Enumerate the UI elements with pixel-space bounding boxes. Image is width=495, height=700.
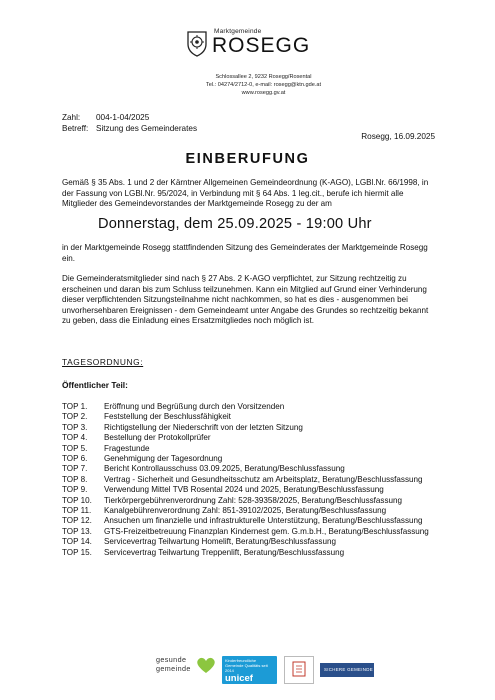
agenda-item [62,464,442,474]
gesunde-gemeinde-logo [156,656,214,690]
heart-icon [196,656,216,674]
agenda-item-number: TOP 1. [62,402,88,411]
brand-small-label: Marktgemeinde [214,28,262,35]
location-paragraph: in der Marktgemeinde Rosegg stattfindenden Sitzung des Gemeinderates der Marktgemeinde Rosegg ein. [62,243,428,263]
agenda-item [62,485,442,495]
emblem-badge [284,656,314,684]
gemeinde-word: gemeinde [156,663,191,673]
agenda-item-number: TOP 7. [62,464,88,474]
agenda-item [62,506,442,516]
agenda-item [62,475,442,485]
agenda-item-text: Bestellung der Protokollprüfer [104,433,211,443]
zahl-label: Zahl: [62,113,81,122]
agenda-item-number: TOP 2. [62,412,88,422]
address-block [0,73,495,98]
agenda-item-text: Eröffnung und Begrüßung durch den Vorsitzenden [104,402,285,411]
agenda-item-number: TOP 10. [62,495,92,505]
agenda-heading: TAGESORDNUNG: [62,357,144,367]
betreff-label: Betreff: [62,124,89,133]
website-line: www.rosegg.gv.at [241,90,286,97]
agenda-item [62,527,442,537]
agenda-item [62,548,442,558]
public-part-heading: Öffentlicher Teil: [62,380,128,390]
agenda-item-text: Tierkörpergebührenverordnung Zahl: 528-39358/2025, Beratung/Beschlussfassung [104,495,403,505]
agenda-item-number: TOP 13. [62,526,92,536]
agenda-item [62,516,442,526]
zahl-value: 004-1-04/2025 [96,113,150,122]
reference-block [62,112,197,134]
agenda-item [62,412,442,422]
address-line: Schlossallee 2, 9232 Rosegg/Rosental [215,74,312,80]
agenda-item-text: Genehmigung der Tagesordnung [104,454,223,464]
agenda-item-text: Fragestunde [104,443,150,453]
betreff-value: Sitzung des Gemeinderates [96,124,198,133]
agenda-item-text: Servicevertrag Teilwartung Homelift, Beratung/Beschlussfassung [104,537,336,547]
agenda-item [62,444,442,454]
agenda-item [62,496,442,506]
agenda-item [62,402,442,412]
sichere-gemeinde-badge [320,663,374,677]
agenda-item-text: Vertrag - Sicherheit und Gesundheitsschutz am Arbeitsplatz, Beratung/Beschlussfassung [104,474,423,484]
agenda-item-text: Bericht Kontrollausschuss 03.09.2025, Beratung/Beschlussfassung [104,464,345,474]
brand-name: ROSEGG [212,34,311,57]
agenda-item-text: Richtigstellung der Niederschrift von der letzten Sitzung [104,422,303,432]
unicef-badge [222,656,277,684]
agenda-item-number: TOP 15. [62,547,92,557]
agenda-item [62,423,442,433]
agenda-item-number: TOP 6. [62,454,88,464]
agenda-item-text: Ansuchen um finanzielle und infrastrukturelle Unterstützung, Beratung/Beschlussfassung [104,516,423,526]
unicef-wordmark: unicef [225,673,253,684]
contact-line: Tel.: 04274/2712-0, e-mail: rosegg@ktn.gde.at [205,82,322,89]
unicef-subtitle: Kinderfreundliche Gemeinde Qualitäts seit 2014 [225,658,268,673]
agenda-list [62,402,442,558]
agenda-item-text: Verwendung Mittel TVB Rosental 2024 und 2025, Beratung/Beschlussfassung [104,485,384,495]
agenda-item-number: TOP 11. [62,506,92,516]
agenda-item-text: Servicevertrag Teilwartung Treppenlift, Beratung/Beschlussfassung [104,547,345,557]
agenda-item [62,454,442,464]
meeting-datetime: Donnerstag, dem 25.09.2025 - 19:00 Uhr [98,216,372,232]
emblem-icon [285,657,313,683]
agenda-item-number: TOP 4. [62,433,88,443]
agenda-item-number: TOP 14. [62,537,92,547]
agenda-item-text: Kanalgebührenverordnung Zahl: 851-39102/2025, Beratung/Beschlussfassung [104,506,387,516]
sichere-gemeinde-label: SICHERE GEMEINDE [324,667,373,672]
agenda-item-text: GTS-Freizeitbetreuung Finanzplan Kindernest gem. G.m.b.H., Beratung/Beschlussfassung [104,526,429,536]
agenda-item-number: TOP 9. [62,485,88,495]
intro-paragraph: Gemäß § 35 Abs. 1 und 2 der Kärntner Allgemeinen Gemeindeordnung (K-AGO), LGBl.Nr. 66/1998, in der Fassung von LGBl.Nr. 95/2024, in Verbindung mit § 64 Abs. 1 leg.cit., berufe ich hiermit alle Mitglieder des Gemeindevorstandes der Marktgemeinde Rosegg zu der am [62,178,429,209]
agenda-item [62,433,442,443]
document-title: EINBERUFUNG [185,151,310,167]
agenda-item-number: TOP 5. [62,443,88,453]
agenda-item [62,537,442,547]
obligation-paragraph: Die Gemeinderatsmitglieder sind nach § 27 Abs. 2 K-AGO verpflichtet, zur Sitzung rechtzeitig zu erscheinen und daran bis zum Schluss teilzunehmen. Kann ein Mitglied auf Grund einer Verhinderung dieser verpflichtenden Sitzungsteilnahme nicht nachkommen, so hat es dies - ausgenommen bei unvorhersehbaren Ereignissen - dem Gemeindeamt unter Angabe des Grundes so rechtzeitig bekannt zu geben, dass die Einladung eines Ersatzmitgliedes noch möglich ist. [62,274,429,326]
agenda-item-number: TOP 3. [62,422,88,432]
agenda-item-number: TOP 12. [62,516,92,526]
letter-date: Rosegg, 16.09.2025 [361,132,435,141]
agenda-item-text: Feststellung der Beschlussfähigkeit [104,412,231,422]
agenda-item-number: TOP 8. [62,474,88,484]
coat-of-arms-icon [186,29,208,57]
municipality-logo [186,27,311,67]
gesunde-word: gesunde [156,655,187,664]
